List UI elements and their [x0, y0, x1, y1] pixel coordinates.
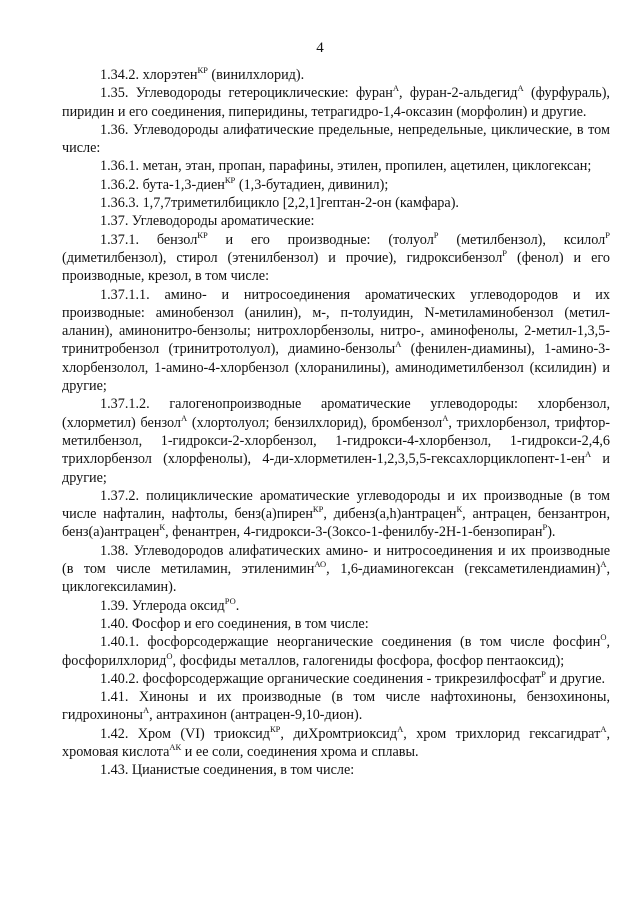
text-run: 1.36.3. 1,7,7триметилбицикло [2,2,1]гептан-2-он (камфара).	[100, 195, 459, 212]
paragraph-1-36-2	[62, 176, 610, 194]
superscript-mark: КР	[224, 174, 236, 185]
superscript-mark: А	[600, 559, 607, 570]
superscript-mark: КР	[197, 229, 208, 240]
text-run: (фурфураль), пиридин и его соединения, пиперидины, тетрагидро-1,4-оксазин (морфолин) и другие.	[62, 85, 610, 120]
superscript-mark: А	[142, 705, 150, 716]
text-run: 1.37.2. полициклические ароматические углеводороды и их производные (в том числе нафталин, нафтолы, бенз(а)пирен	[62, 487, 610, 523]
page-number: 4	[316, 40, 324, 56]
text-run: .	[235, 597, 240, 614]
text-run: 1.37.1.1. амино- и нитросоединения ароматических углеводородов и их производные: аминобензол (анилин), м-, п-толуидин, N-метиламинобензол (метил-аланин), аминонитро-бензолы; нитрохлорбензолы, нитро-, аминофенолы, 2-метил-1,3,5-тринитробензол (тринитротолуол), диамино-бензолы	[62, 286, 610, 358]
text-run: 1.36.2. бута-1,3-диен	[100, 176, 225, 193]
superscript-mark: КР	[269, 723, 281, 734]
text-run: , антрацен, бензантрон, бенз(а)антрацен	[62, 506, 610, 541]
superscript-mark: А	[397, 723, 404, 734]
text-run: (диметилбензол), стирол (этенилбензол) и прочие), гидроксибензол	[62, 249, 503, 266]
paragraph-1-36-3	[62, 194, 610, 212]
paragraph-1-40-2	[62, 670, 610, 688]
paragraph-1-34-2	[62, 66, 610, 84]
text-run: (1,3-бутадиен, дивинил);	[235, 176, 389, 193]
superscript-mark: А	[517, 83, 524, 94]
paragraph-1-41	[62, 688, 610, 725]
superscript-mark: О	[600, 632, 607, 643]
text-run: , циклогексиламин).	[62, 561, 610, 596]
superscript-mark: А	[584, 449, 592, 460]
superscript-mark: Р	[542, 522, 548, 533]
superscript-mark: Р	[433, 229, 439, 240]
text-run: , фосфорилхлорид	[62, 634, 610, 669]
text-run: 1.39. Углерода оксид	[100, 597, 225, 614]
text-run: 1.35. Углеводороды гетероциклические: фуран	[100, 85, 393, 102]
superscript-mark: КР	[197, 65, 208, 75]
text-run: (метилбензол), ксилол	[438, 231, 606, 248]
text-run: 1.40. Фосфор и его соединения, в том числе:	[100, 615, 369, 632]
superscript-mark: А	[395, 339, 402, 350]
text-run: , антрахинон (антрацен-9,10-дион).	[149, 707, 363, 724]
text-run: , дибенз(a,h)антрацен	[323, 506, 457, 523]
text-run: 1.37.1. бензол	[100, 231, 198, 248]
text-run: , 1,6-диаминогексан (гексаметилендиамин)	[326, 561, 601, 578]
text-run: 1.34.2. хлорэтен	[100, 67, 198, 83]
text-run: 1.41. Хиноны и их производные (в том числе нафтохиноны, бензохиноны, гидрохиноны	[62, 689, 610, 724]
superscript-mark: АК	[169, 741, 182, 752]
text-run: и другие;	[62, 451, 610, 486]
paragraph-1-42	[62, 725, 610, 762]
text-run: , трихлорбензол, трифтор-метилбензол, 1-гидрокси-2-хлорбензол, 1-гидрокси-4-хлорбензол, 1-гидрокси-2,4,6 трихлорбензол (хлорфенолы), 4-ди-хлорметилен-1,2,3,5,5-гексахлорциклопент-1-ен	[62, 414, 611, 468]
superscript-mark: АО	[314, 559, 327, 570]
text-run: , фенантрен, 4-гидрокси-3-(3оксо-1-фенилбу-2Н-1-бензопиран	[165, 524, 543, 541]
document-body	[62, 66, 610, 780]
text-run: 1.40.1. фосфорсодержащие неорганические соединения (в том числе фосфин	[100, 634, 601, 651]
text-run: , фуран-2-альдегид	[399, 85, 518, 102]
superscript-mark: К	[456, 504, 463, 515]
paragraph-1-40-1	[62, 633, 610, 670]
text-run: и другие.	[545, 670, 606, 687]
text-run: (винилхлорид).	[207, 67, 305, 83]
paragraph-1-37-1-1	[62, 286, 610, 396]
text-run: , фосфиды металлов, галогениды фосфора, фосфор пентаоксид);	[172, 652, 565, 669]
text-run: 1.40.2. фосфорсодержащие органические соединения - трикрезилфосфат	[100, 670, 542, 687]
text-run: (хлортолуол; бензилхлорид), бромбензол	[187, 414, 443, 431]
text-run: ).	[547, 524, 556, 541]
text-run: 1.37.1.2. галогенопроизводные ароматические углеводороды: хлорбензол, (хлорметил) бензол	[62, 396, 610, 431]
paragraph-1-43	[62, 761, 610, 779]
text-run: и его производные: (толуол	[207, 231, 434, 248]
text-run: 1.42. Хром (VI) триоксид	[100, 725, 270, 742]
text-run: 1.38. Углеводородов алифатических амино- и нитросоединения и их производные (в том числе метиламин, этиленимин	[62, 542, 610, 578]
superscript-mark: Р	[502, 247, 508, 258]
paragraph-1-36	[62, 121, 610, 158]
text-run: , хромовая кислота	[62, 725, 610, 760]
paragraph-1-37-1-2	[62, 395, 610, 486]
superscript-mark: РО	[224, 595, 236, 606]
paragraph-1-37-2	[62, 487, 610, 542]
superscript-mark: Р	[605, 229, 610, 240]
paragraph-1-40	[62, 615, 610, 633]
text-run: , хром трихлорид гексагидрат	[403, 725, 601, 742]
text-run: (фенол) и его производные, крезол, в том числе:	[62, 249, 610, 285]
superscript-mark: КР	[312, 504, 324, 515]
superscript-mark: Р	[541, 668, 546, 679]
superscript-mark: А	[180, 412, 188, 423]
superscript-mark: А	[392, 83, 400, 94]
text-run: и ее соли, соединения хрома и сплавы.	[181, 743, 419, 760]
text-run: 1.43. Цианистые соединения, в том числе:	[100, 762, 355, 779]
superscript-mark: К	[159, 522, 166, 533]
superscript-mark: А	[442, 412, 449, 423]
paragraph-1-37-1	[62, 231, 610, 286]
superscript-mark: А	[600, 723, 607, 734]
text-run: , диХромтриоксид	[280, 725, 398, 742]
text-run: 1.37. Углеводороды ароматические:	[100, 213, 315, 230]
paragraph-1-38	[62, 542, 610, 597]
text-run: (фенилен-диамины), 1-амино-3-хлорбензолол, 1-амино-4-хлорбензол (хлоранилины), аминодиметилбензол (ксилидин) и другие;	[62, 341, 610, 395]
paragraph-1-39	[62, 597, 610, 615]
paragraph-1-35	[62, 84, 610, 121]
text-run: 1.36.1. метан, этан, пропан, парафины, этилен, пропилен, ацетилен, циклогексан;	[100, 158, 592, 175]
paragraph-1-37	[62, 212, 610, 230]
paragraph-1-36-1	[62, 157, 610, 175]
text-run: 1.36. Углеводороды алифатические предельные, непредельные, циклические, в том числе:	[62, 121, 610, 157]
superscript-mark: О	[166, 650, 173, 661]
